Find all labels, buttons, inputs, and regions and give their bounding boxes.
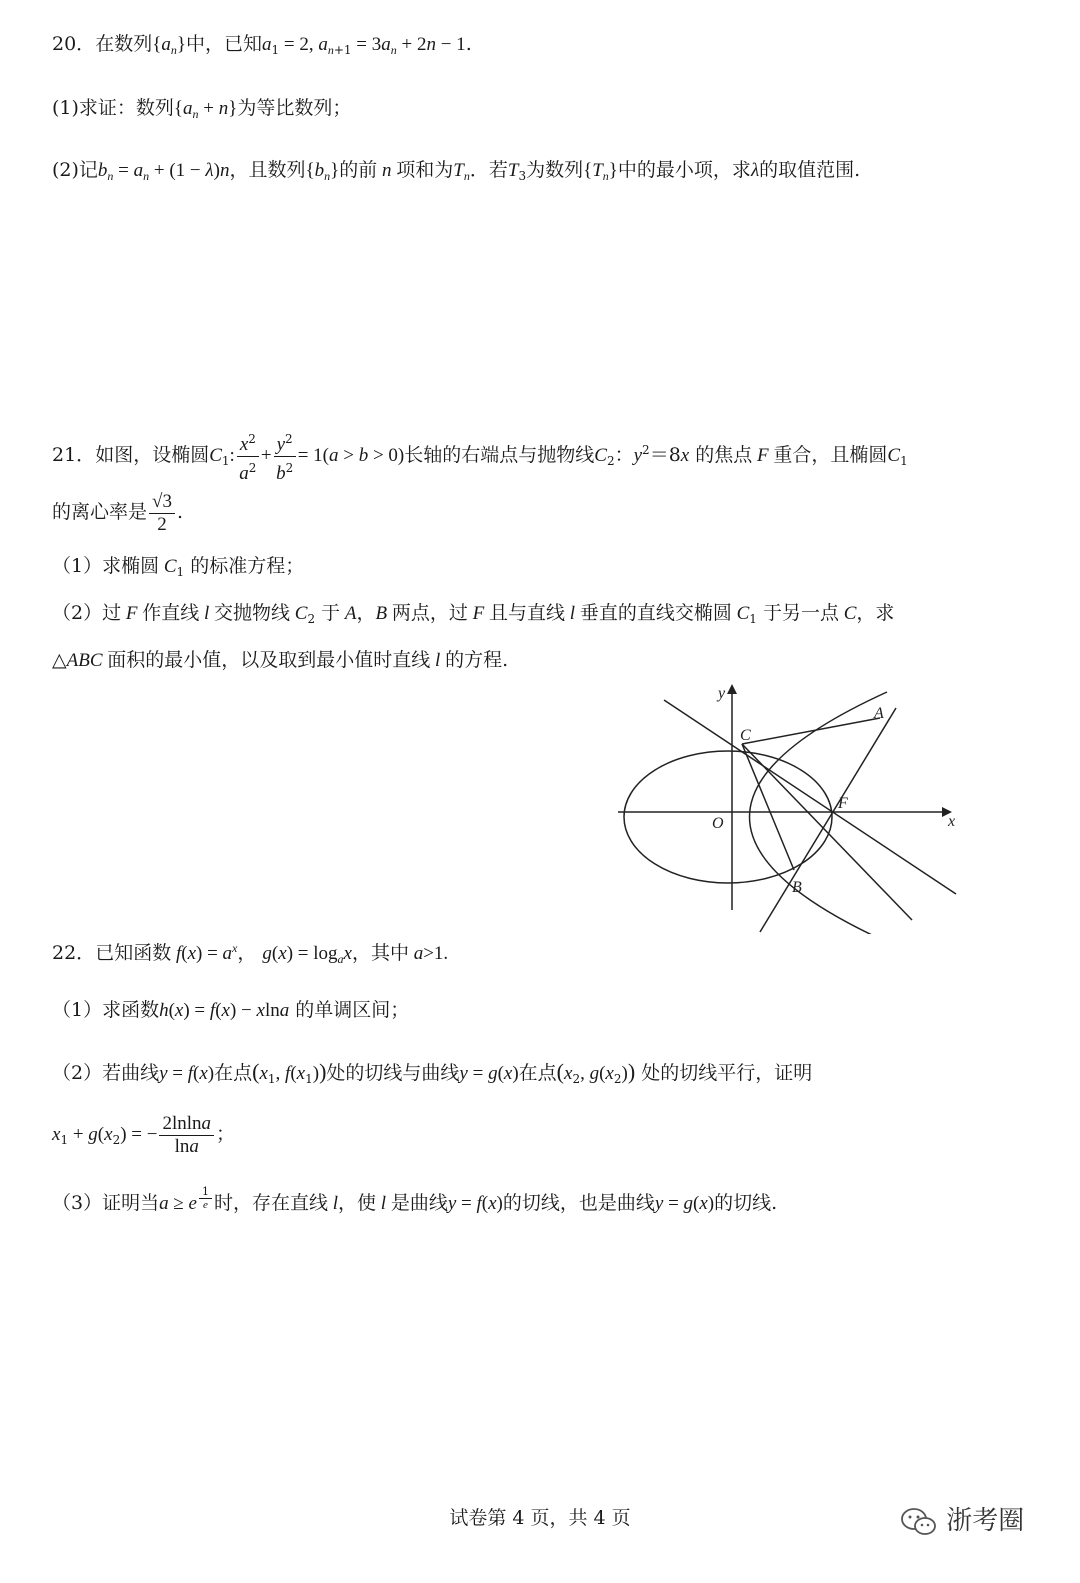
label-b: B	[792, 879, 802, 896]
segment-cf-ext	[742, 744, 912, 920]
wechat-icon	[900, 1507, 938, 1537]
q22-part1: （1）求函数h(x) = f(x) − xlna 的单调区间；	[52, 999, 410, 1021]
label-o: O	[712, 815, 724, 832]
label-y: y	[718, 685, 726, 702]
ellipse-c1	[624, 751, 832, 883]
label-x: x	[948, 813, 956, 830]
q20-part2: (2)记$b_n = a_n + (1 - \lambda)n$，且数列$\{b_n\}$的前 n 项和为$T_n$．若$T_3$为数列$\{T_n\}$中的最小项，求λ的取值范围.	[52, 159, 861, 183]
y-axis-arrow	[727, 684, 737, 694]
line-through-c	[664, 700, 956, 894]
segment-ca	[742, 718, 880, 744]
watermark-text: 浙考圈	[946, 1506, 1025, 1536]
page-footer: 试卷第 4 页，共 4 页	[449, 1507, 631, 1529]
q20-number: 20．	[52, 33, 96, 55]
q21-part2-line2: △ABC 面积的最小值，以及取到最小值时直线 l 的方程.	[52, 649, 509, 671]
q22-stem: 22．已知函数 $f(x) = a^x$， $g(x) = \log_ax$，其中 a>1.	[52, 941, 449, 966]
q20-stem: 20．在数列$\{a_n\}$中，已知$a_1 = 2$, $a_{n+1} = 3a_n + 2n - 1$.	[52, 33, 472, 57]
watermark	[900, 1500, 1024, 1537]
q22-part2-line1: （2）若曲线y = f(x)在点($x_1$, $f(x_1)$)处的切线与曲线y = g(x)在点($x_2$, $g(x_2)$) 处的切线平行，证明	[52, 1059, 813, 1086]
label-c: C	[740, 727, 751, 744]
q21-stem-line2: 的离心率是 $\frac{√3}{2}$ .	[52, 490, 183, 535]
q20-part1: (1)求证：数列$\{a_n + n\}$为等比数列；	[52, 97, 352, 121]
q21-number: 21．	[52, 444, 96, 466]
q21-stem-line1: 21．如图，设椭圆$C_1$: $\frac{x^2}{a^2}$ + $\frac{y^2}{b^2}$ = 1(a > b > 0)长轴的右端点与抛物线$C_2$：$y^2=8x$ 的焦点 F 重合，且椭圆$C_1$	[52, 424, 908, 487]
q21-part2-line1: （2）过 F 作直线 l 交抛物线 $C_2$ 于 A，B 两点，过 F 且与直线 l 垂直的直线交椭圆 $C_1$ 于另一点 C，求	[52, 602, 895, 626]
ellipse-parabola-figure	[612, 682, 962, 934]
q22-part3: （3）证明当a ≥ e $^{\frac{1}{e}}$ 时，存在直线 l，使 l 是曲线y = f(x)的切线，也是曲线y = g(x)的切线.	[52, 1185, 778, 1214]
line-l	[760, 708, 896, 932]
label-f: F	[838, 795, 848, 812]
label-a: A	[874, 705, 884, 722]
q21-part1: （1）求椭圆 $C_1$ 的标准方程；	[52, 555, 305, 579]
q22-part2-line2: $x_1 + g(x_2)$ = − $\frac{2lnlna}{\ln a}$ ；	[52, 1112, 236, 1157]
q22-number: 22．	[52, 942, 96, 964]
